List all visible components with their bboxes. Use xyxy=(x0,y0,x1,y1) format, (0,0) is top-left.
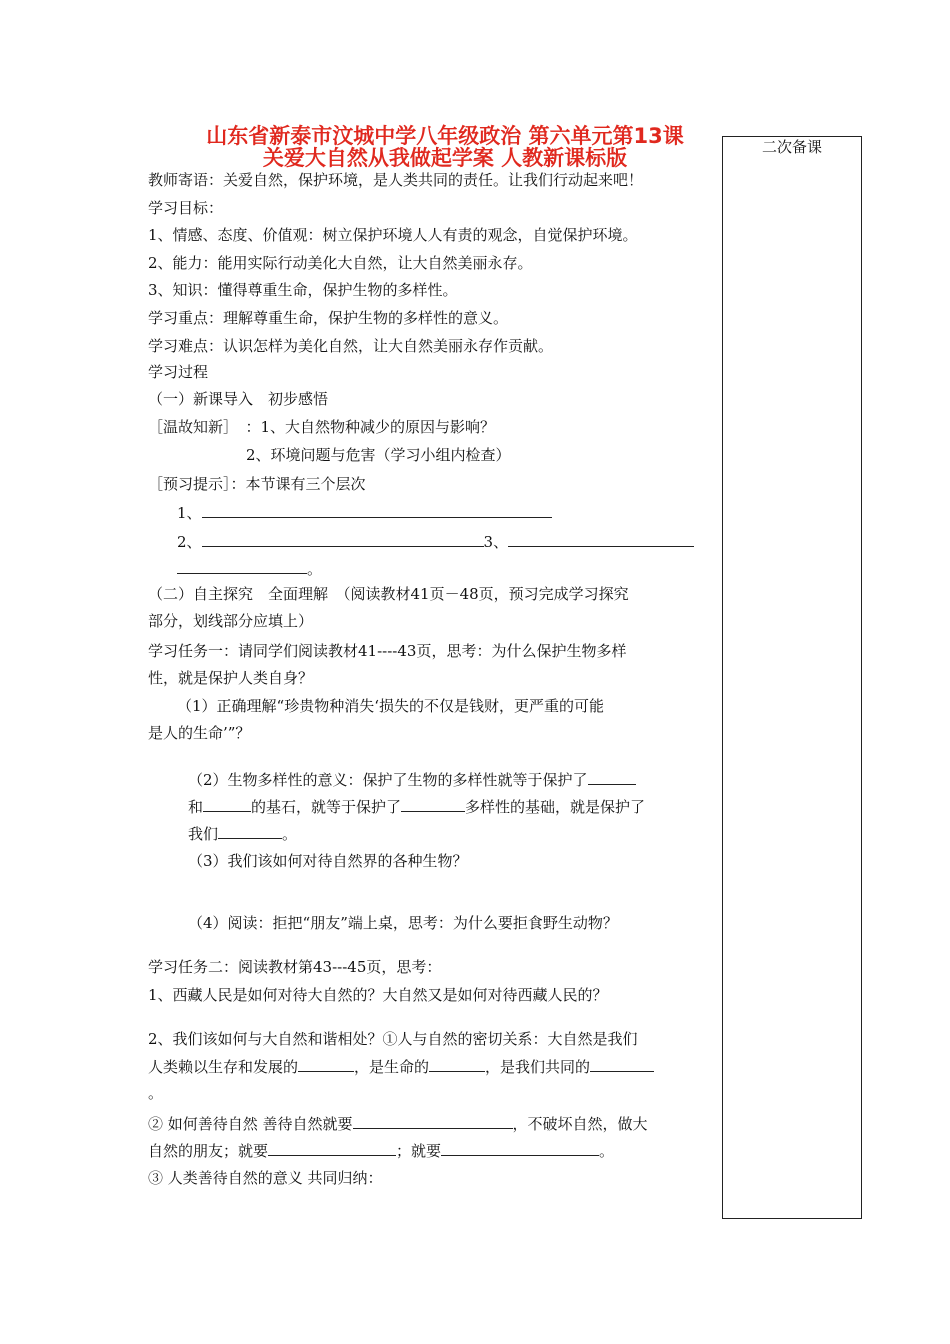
inline-text: ；就要 xyxy=(396,1142,442,1160)
difficult-points: 学习难点：认识怎样为美化自然，让大自然美丽永存作贡献。 xyxy=(148,337,554,355)
layer-1-label: 1、 xyxy=(177,504,202,522)
goal-item-3: 3、知识：懂得尊重生命，保护生物的多样性。 xyxy=(148,281,458,299)
fill-blank[interactable] xyxy=(401,796,465,812)
task-one-q3: （3）我们该如何对待自然界的各种生物？ xyxy=(188,852,468,870)
inline-text: ，是我们共同的 xyxy=(485,1058,591,1076)
inline-text: 。 xyxy=(599,1142,615,1160)
task-one-q1-line1: （1）正确理解“珍贵物种消失‘损失的不仅是钱财，更严重的可能 xyxy=(177,697,604,715)
goal-item-1: 1、情感、态度、价值观：树立保护环境人人有责的观念，自觉保护环境。 xyxy=(148,226,638,244)
inline-text: 自然的朋友；就要 xyxy=(148,1142,269,1160)
document-title-line2: 关爱大自然从我做起学案 人教新课标版 xyxy=(262,146,628,170)
fill-blank[interactable] xyxy=(441,1140,599,1156)
inline-text: ，不破坏自然，做大 xyxy=(512,1115,648,1133)
review-question-1: ［温故知新］ ：1、大自然物种减少的原因与影响？ xyxy=(148,418,496,436)
section-one-heading: （一）新课导入 初步感悟 xyxy=(148,390,329,408)
task-two-q2-line3: 。 xyxy=(148,1084,164,1102)
fill-blank[interactable] xyxy=(177,558,307,574)
fill-blank[interactable] xyxy=(590,1056,654,1072)
fill-blank[interactable] xyxy=(353,1113,513,1129)
goal-item-2: 2、能力：能用实际行动美化大自然，让大自然美丽永存。 xyxy=(148,254,533,272)
inline-text: ，是生命的 xyxy=(354,1058,430,1076)
task-two-heading: 学习任务二：阅读教材第43---45页，思考： xyxy=(148,958,442,976)
task-two-q2-line4 xyxy=(148,1113,648,1134)
document-title-line1: 山东省新泰市汶城中学八年级政治 第六单元第13课 xyxy=(206,124,684,148)
layer-2-3-line xyxy=(177,531,694,552)
section-two-note: 部分，划线部分应填上） xyxy=(148,612,314,630)
fill-blank[interactable] xyxy=(429,1056,485,1072)
task-two-q2-line6: ③ 人类善待自然的意义 共同归纳： xyxy=(148,1169,383,1187)
biodiversity-meaning-text: （2）生物多样性的意义：保护了生物的多样性就等于保护了 xyxy=(188,771,588,789)
inline-text: 我们 xyxy=(188,825,219,843)
task-one-line1: 学习任务一：请同学们阅读教材41----43页，思考：为什么保护生物多样 xyxy=(148,642,627,660)
inline-text: 人类赖以生存和发展的 xyxy=(148,1058,299,1076)
fill-blank[interactable] xyxy=(588,769,636,785)
task-two-q2-line1: 2、我们该如何与大自然和谐相处？①人与自然的密切关系：大自然是我们 xyxy=(148,1030,638,1048)
task-one-q2-line2 xyxy=(188,796,645,817)
task-two-q2-line2 xyxy=(148,1056,654,1077)
inline-text: 的基石，就等于保护了 xyxy=(251,798,402,816)
layer-continuation-line xyxy=(177,558,322,579)
secondary-prep-label: 二次备课 xyxy=(761,138,822,156)
inline-text: ② 如何善待自然 善待自然就要 xyxy=(148,1115,353,1133)
fill-blank[interactable] xyxy=(218,823,282,839)
key-points: 学习重点：理解尊重生命，保护生物的多样性的意义。 xyxy=(148,309,509,327)
task-one-q2-line1 xyxy=(188,769,636,790)
task-one-q1-line2: 是人的生命’”？ xyxy=(148,724,251,742)
fill-blank[interactable] xyxy=(203,796,251,812)
inline-text: 多样性的基础，就是保护了 xyxy=(465,798,646,816)
teacher-message: 教师寄语：关爱自然，保护环境，是人类共同的责任。让我们行动起来吧！ xyxy=(148,171,644,189)
task-two-q1: 1、西藏人民是如何对待大自然的？大自然又是如何对待西藏人民的？ xyxy=(148,986,608,1004)
inline-text: 。 xyxy=(282,825,298,843)
fill-blank[interactable] xyxy=(508,531,694,547)
inline-text: 和 xyxy=(188,798,204,816)
secondary-prep-box xyxy=(722,136,862,1219)
task-one-line2: 性，就是保护人类自身？ xyxy=(148,669,314,687)
task-two-q2-line5 xyxy=(148,1140,614,1161)
layer-end-mark: 。 xyxy=(307,560,323,578)
task-one-q2-line3 xyxy=(188,823,297,844)
process-heading: 学习过程 xyxy=(148,363,209,381)
fill-blank[interactable] xyxy=(202,502,552,518)
section-two-heading: （二）自主探究 全面理解 （阅读教材41页－48页，预习完成学习探究 xyxy=(148,585,629,603)
goals-heading: 学习目标： xyxy=(148,199,224,217)
layer-2-label: 2、 xyxy=(177,533,202,551)
fill-blank[interactable] xyxy=(202,531,484,547)
fill-blank[interactable] xyxy=(268,1140,396,1156)
preview-hint: ［预习提示］：本节课有三个层次 xyxy=(148,475,366,493)
layer-1-line xyxy=(177,502,552,523)
task-one-q4: （4）阅读：拒把“朋友”端上桌，思考：为什么要拒食野生动物？ xyxy=(188,914,618,932)
review-question-2: 2、环境问题与危害（学习小组内检查） xyxy=(246,446,511,464)
layer-3-label: 3、 xyxy=(483,533,509,551)
fill-blank[interactable] xyxy=(298,1056,354,1072)
